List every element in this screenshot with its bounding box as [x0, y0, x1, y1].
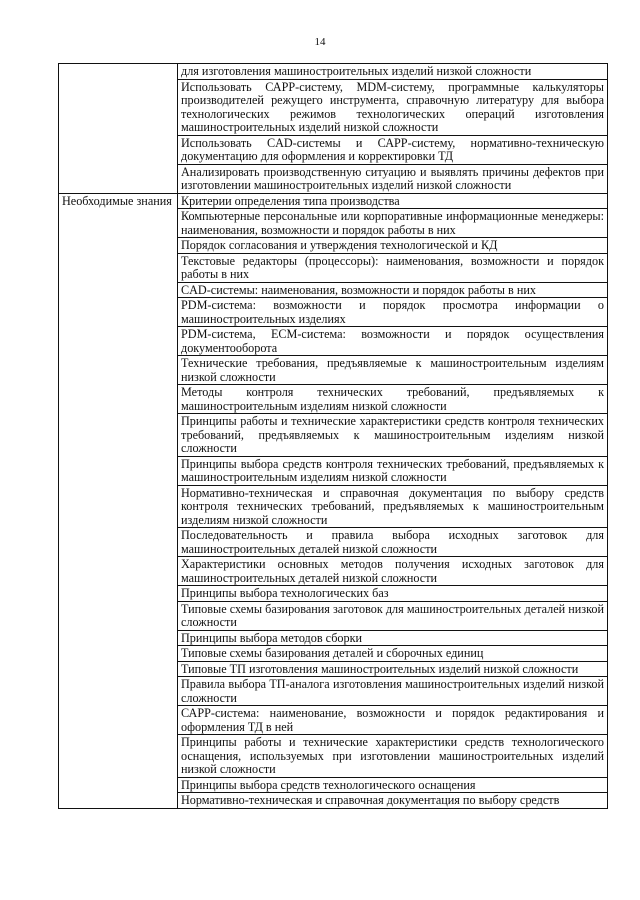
knowledge-cell: Нормативно-техническая и справочная документация по выбору средств [178, 793, 608, 809]
knowledge-cell: Технические требования, предъявляемые к машиностроительным изделиям низкой сложности [178, 356, 608, 385]
knowledge-cell: Типовые ТП изготовления машиностроительных изделий низкой сложности [178, 661, 608, 677]
skill-cell: Использовать CAD-системы и САРР-систему, нормативно-техническую документацию для оформления и корректировки ТД [178, 135, 608, 164]
knowledge-cell: Нормативно-техническая и справочная документация по выбору средств контроля технических требований, предъявляемых к машиностроительным изделиям низкой сложности [178, 485, 608, 528]
knowledge-cell: Критерии определения типа производства [178, 193, 608, 209]
empty-label-cell [59, 64, 178, 194]
knowledge-cell: PDM-система: возможности и порядок просмотра информации о машиностроительных изделиях [178, 298, 608, 327]
knowledge-cell: Принципы выбора технологических баз [178, 586, 608, 602]
table-row [59, 64, 608, 80]
knowledge-cell: Типовые схемы базирования деталей и сборочных единиц [178, 646, 608, 662]
knowledge-cell: Последовательность и правила выбора исходных заготовок для машиностроительных деталей низкой сложности [178, 528, 608, 557]
knowledge-cell: Принципы работы и технические характеристики средств контроля технических требований, предъявляемых к машиностроительным изделиям низкой сложности [178, 414, 608, 457]
knowledge-cell: Порядок согласования и утверждения технологической и КД [178, 238, 608, 254]
page-number: 14 [314, 36, 326, 48]
knowledge-cell: Правила выбора ТП-аналога изготовления машиностроительных изделий низкой сложности [178, 677, 608, 706]
knowledge-cell: САРР-система: наименование, возможности и порядок редактирования и оформления ТД в ней [178, 706, 608, 735]
group-label-knowledge: Необходимые знания [59, 193, 178, 808]
table-row [59, 193, 608, 209]
knowledge-cell: Текстовые редакторы (процессоры): наименования, возможности и порядок работы в них [178, 253, 608, 282]
knowledge-cell: PDM-система, ECM-система: возможности и порядок осуществления документооборота [178, 327, 608, 356]
skill-cell: Использовать САРР-систему, MDM-систему, программные калькуляторы производителей режущего инструмента, справочную литературу для выбора технологических режимов технологических операций изготовления машиностроительных изделий низкой сложности [178, 79, 608, 135]
knowledge-cell: Принципы выбора средств контроля технических требований, предъявляемых к машиностроительным изделиям низкой сложности [178, 456, 608, 485]
knowledge-cell: Методы контроля технических требований, предъявляемых к машиностроительным изделиям низкой сложности [178, 385, 608, 414]
skill-cell: Анализировать производственную ситуацию и выявлять причины дефектов при изготовлении машиностроительных изделий низкой сложности [178, 164, 608, 193]
knowledge-cell: Характеристики основных методов получения исходных заготовок для машиностроительных деталей низкой сложности [178, 557, 608, 586]
knowledge-cell: Принципы работы и технические характеристики средств технологического оснащения, используемых при изготовлении машиностроительных изделий низкой сложности [178, 735, 608, 778]
knowledge-cell: Принципы выбора средств технологического оснащения [178, 777, 608, 793]
knowledge-cell: Принципы выбора методов сборки [178, 630, 608, 646]
knowledge-cell: Компьютерные персональные или корпоративные информационные менеджеры: наименования, возможности и порядок работы в них [178, 209, 608, 238]
skill-cell: для изготовления машиностроительных изделий низкой сложности [178, 64, 608, 80]
knowledge-cell: Типовые схемы базирования заготовок для машиностроительных деталей низкой сложности [178, 601, 608, 630]
knowledge-table [58, 63, 608, 809]
knowledge-cell: CAD-системы: наименования, возможности и порядок работы в них [178, 282, 608, 298]
